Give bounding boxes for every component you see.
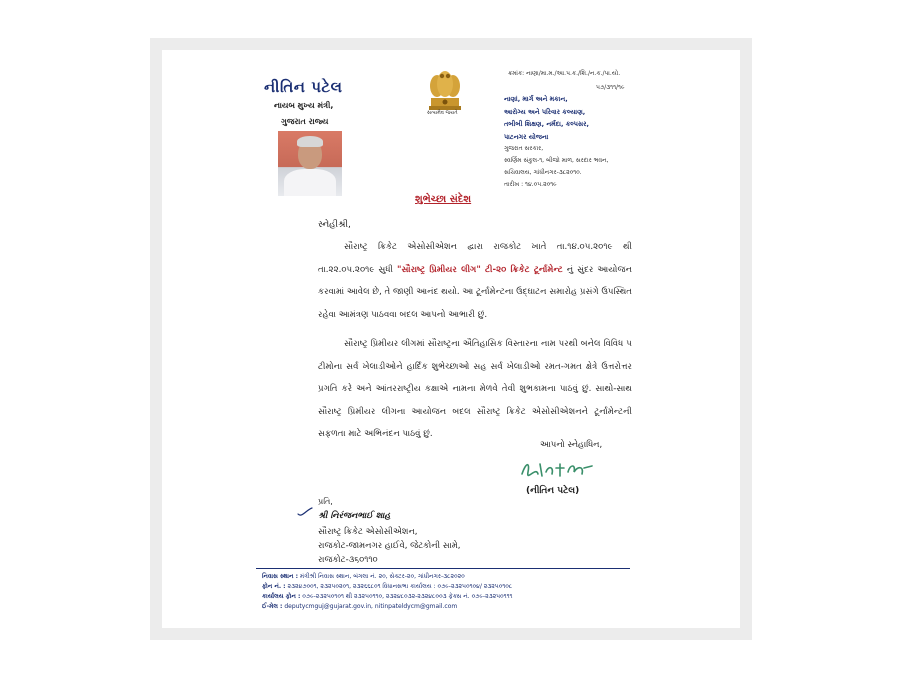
letter-date: તારીખ : ૧૪.૦૫.૨૦૧૯: [504, 181, 557, 188]
footer-email: ઈ-મેલ : deputycmguj@gujarat.gov.in, nitinpateldycm@gmail.com: [262, 603, 458, 610]
reference-number: ક્રમાંક: નાણા/મા.મ./આ.પ.ક./શિ./ન.ક./પા.યો.: [508, 70, 621, 77]
body-text: નું સુંદર આયોજન કરવામાં આવેલ છે, તે જાણી આનંદ થયો. આ ટૂર્નામેન્ટના ઉદ્‌ઘાટન સમારોહ પ્રસંગે ઉપસ્થિત રહેવા આમંત્રણ પાઠવવા બદલ આપનો આભારી છું.: [318, 264, 632, 320]
signatory-name: (નીતિન પટેલ): [526, 486, 580, 496]
recipient-name: શ્રી નિરંજનભાઈ શાહ: [318, 511, 391, 521]
sender-photo: [278, 131, 342, 196]
department-line: પાટનગર યોજના: [504, 133, 549, 141]
office-address-line: સ્વર્ણિમ સંકુલ-૧, બીજો માળ, સરદાર ભવન,: [504, 157, 609, 164]
sender-designation: નાયબ મુખ્ય મંત્રી,: [274, 101, 334, 110]
recipient-address-line: રાજકોટ-૩૬૦૧૧૦: [318, 555, 378, 565]
recipient-prefix: પ્રતિ,: [318, 497, 333, 506]
recipient-address-line: રાજકોટ-જામનગર હાઈવે, જેટકોની સામે,: [318, 541, 461, 551]
body-text: સૌરાષ્ટ્ર ક્રિકેટ એસોસીએશન દ્વારા રાજકોટ ખાતે તા.૧૪.૦૫.૨૦૧૯ થી તા.૨૨.૦૫.૨૦૧૯ સુધી: [318, 242, 632, 275]
closing-line: આપનો સ્નેહાધિન,: [540, 440, 603, 450]
sender-name: નીતિન પટેલ: [264, 78, 343, 96]
signature-icon: [518, 458, 598, 482]
letter-subject: શુભેચ્છા સંદેશ: [415, 194, 472, 205]
department-line: આરોગ્ય અને પરિવાર કલ્યાણ,: [504, 108, 586, 116]
event-name-highlight: "સૌરાષ્ટ્ર પ્રિમીયર લીગ" ટી-૨૦ ક્રિકેટ ટૂર્નામેન્ટ: [396, 264, 563, 275]
body-paragraph-1: [318, 236, 632, 326]
department-line: નાણાં, માર્ગ અને મકાન,: [504, 95, 568, 103]
footer-phone: ફોન નં. : ૨૩૨૪૭૦૦૧, ૨૩૨૫૦૨૦૧, ૨૩૨૬૬૮૦૧ વિધાનસભા કાર્યાલય : ૦૭૯-૨૩૨૫૦૧૦૪/ ૨૩૨૫૦૧૦૮: [262, 583, 513, 590]
recipient-address-line: સૌરાષ્ટ્ર ક્રિકેટ એસોસીએશન,: [318, 527, 418, 537]
footer-office-phone: કાર્યાલય ફોન : ૦૭૯-૨૩૨૫૦૧૦૧ થી ૨૩૨૫૦૧૧૦, ૨૩૨૪૮૦૩૨-૨૩૨૪૮૦૦૩ ફેક્સ નં. ૦૭૯-૨૩૨૫૦૧૧૧: [262, 593, 513, 600]
emblem-motto: સત્યમેવ જયતે: [427, 110, 458, 116]
office-address-line: ગુજરાત સરકાર,: [504, 145, 544, 152]
sender-state: ગુજરાત રાજ્ય: [281, 117, 329, 126]
footer-divider: [256, 568, 630, 569]
body-paragraph-2: સૌરાષ્ટ્ર પ્રિમીયર લીગમાં સૌરાષ્ટ્રના ઐતિહાસિક વિસ્તારના નામ પરથી બનેલ વિવિધ ૫ ટીમોના સર્વ ખેલાડીઓને હાર્દિક શુભેચ્છાઓ સહ સર્વ ખેલાડીઓ રમત-ગમત ક્ષેત્રે ઉત્તરોત્તર પ્રગતિ કરે અને આંતરરાષ્ટ્રીય કક્ષાએ નામના મેળવે તેવી શુભકામના પાઠવું છું. સાથો-સાથ સૌરાષ્ટ્ર પ્રિમીયર લીગના આયોજન બદલ સૌરાષ્ટ્ર ક્રિકેટ એસોસીએશનને ટૂર્નામેન્ટની સફળતા માટે અભિનંદન પાઠવું છું.: [318, 339, 632, 439]
department-line: તબીબી શિક્ષણ, નર્મદા, કલ્પસર,: [504, 120, 590, 128]
office-address-line: સચિવાલય, ગાંધીનગર-૩૮૨૦૧૦.: [504, 169, 582, 176]
footer-residence: નિવાસ સ્થાન : મંત્રીશ્રી નિવાસ સ્થાન, બંગલા નં. ૨૦, સેક્ટર-૨૦, ગાંધીનગર-૩૮૨૦૨૦: [262, 573, 465, 580]
salutation: સ્નેહીશ્રી,: [318, 220, 351, 230]
handwritten-mark-icon: [296, 506, 314, 520]
reference-number-suffix: ૫૭/૩૧૧/૧૯: [596, 84, 625, 91]
